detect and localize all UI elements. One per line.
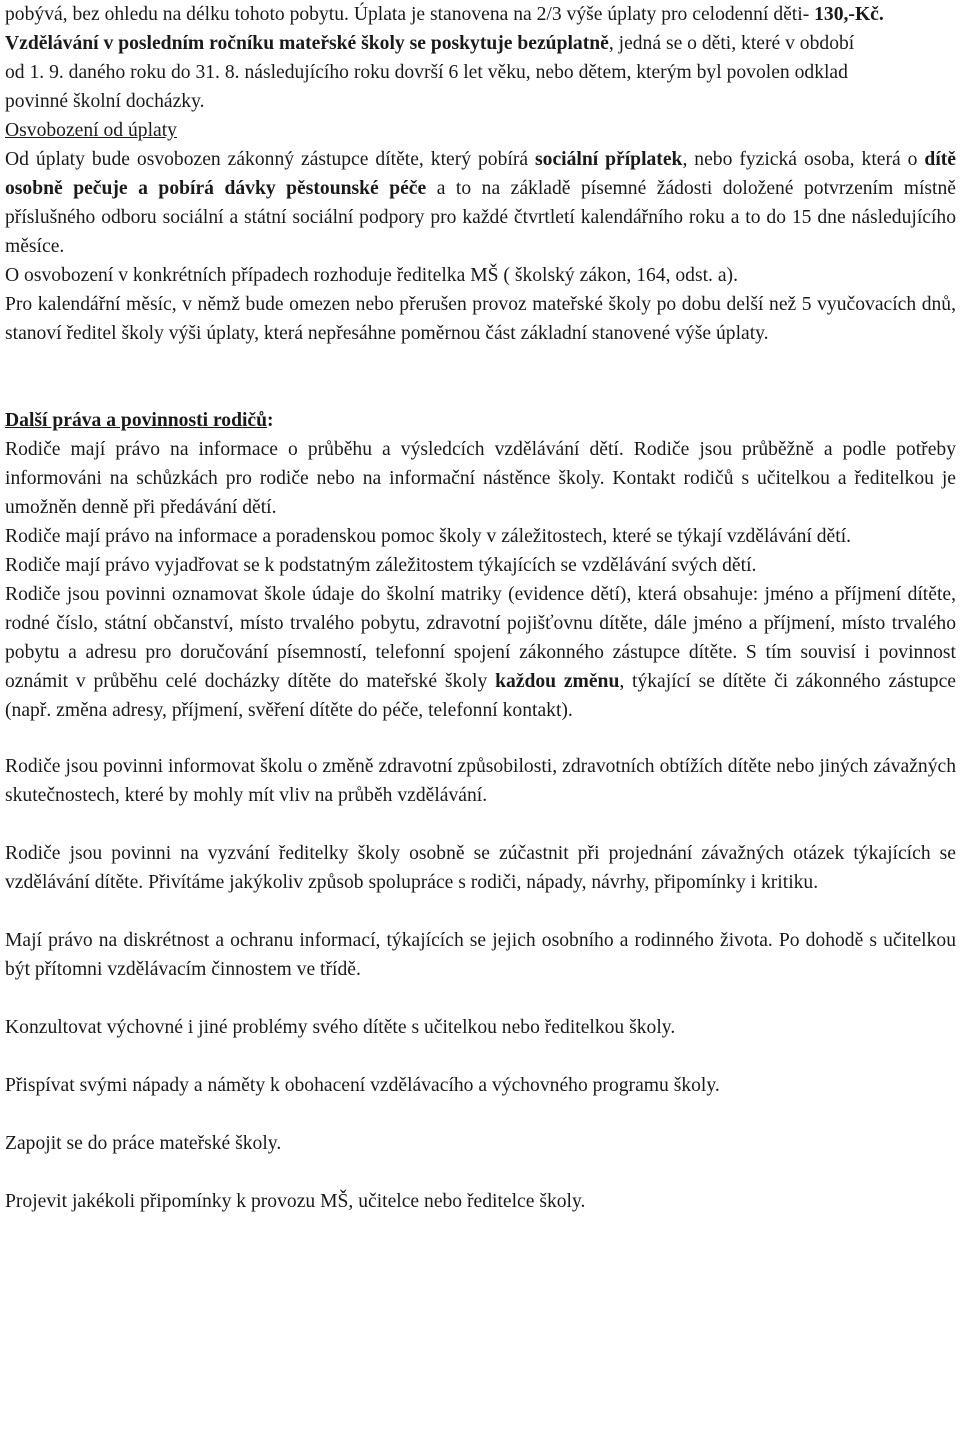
rights-heading-text: Další práva a povinnosti rodičů [5,410,268,431]
closure-paragraph: Pro kalendářní měsíc, v němž bude omezen nebo přerušen provoz mateřské školy po dobu delší než 5 vyučovacích dnů, stanoví ředitel školy výši úplaty, která nepřesáhne poměrnou část základní stanovené výše úplaty. [5,294,956,344]
rights-paragraph-10: Zapojit se do práce mateřské školy. [5,1133,282,1154]
rights-paragraph-7: Mají právo na diskrétnost a ochranu informací, týkajících se jejich osobního a rodinného života. Po dohodě s učitelkou být přítomni vzdělávacím činnostem ve třídě. [5,930,956,980]
exemption-text-2: , nebo fyzická osoba, která o [682,149,925,170]
rights-paragraph-9: Přispívat svými nápady a náměty k obohacení vzdělávacího a výchovného programu školy. [5,1075,720,1096]
exemption-text-1: Od úplaty bude osvobozen zákonný zástupce dítěte, který pobírá [5,149,536,170]
rights-heading [5,406,956,435]
fee-paragraph [5,0,956,29]
rights-paragraph-8: Konzultovat výchovné i jiné problémy svého dítěte s učitelkou nebo ředitelkou školy. [5,1017,676,1038]
spacer [5,348,956,406]
fee-text: pobývá, bez ohledu na délku tohoto pobytu. Úplata je stanovena na 2/3 výše úplaty pro celodenní děti- [5,4,815,25]
exemption-heading: Osvobození od úplaty [5,120,177,141]
rights-paragraph-5: Rodiče jsou povinni informovat školu o změně zdravotní způsobilosti, zdravotních obtížích dítěte nebo jiných závažných skutečnostech, které by mohly mít vliv na průběh vzdělávání. [5,756,956,806]
free-education-paragraph [5,29,956,116]
spacer [5,984,956,1013]
spacer [5,1158,956,1187]
rights-paragraph-1: Rodiče mají právo na informace o průběhu a výsledcích vzdělávání dětí. Rodiče jsou průběžně a podle potřeby informováni na schůzkách pro rodiče nebo na informační nástěnce školy. Kontakt rodičů s učitelkou a ředitelkou je umožněn denně při předávání dětí. [5,439,956,518]
rights-paragraph-11: Projevit jakékoli připomínky k provozu MŠ, učitelce nebo ředitelce školy. [5,1191,586,1212]
spacer [5,810,956,839]
exemption-bold-1: sociální příplatek [535,149,683,170]
spacer [5,1042,956,1071]
spacer [5,1100,956,1129]
rights-paragraph-4 [5,580,956,725]
fee-amount: 130,-Kč. [814,4,884,25]
rights-heading-colon: : [267,410,274,431]
matrix-text-1: Rodiče jsou povinni oznamovat škole údaje do školní matriky (evidence dětí), která obsahuje: jméno a příjmení dítěte, rodné číslo, státní občanství, místo trvalého pobytu, zdravotní pojišťovnu dítěte, dále jméno a příjmení, místo trvalého pobytu a adresu pro doručování písemností, telefonní spojení zákonného zástupce dítěte. S tím souvisí i povinnost oznámit v průběhu celé docházky dítěte do mateřské školy [5,584,956,692]
spacer [5,897,956,926]
rights-paragraph-2: Rodiče mají právo na informace a poradenskou pomoc školy v záležitostech, které se týkají vzdělávání dětí. [5,526,852,547]
rights-paragraph-6: Rodiče jsou povinni na vyzvání ředitelky školy osobně se zúčastnit při projednání závažných otázek týkajících se vzdělávání dítěte. Přivítáme jakýkoliv způsob spolupráce s rodiči, nápady, návrhy, připomínky i kritiku. [5,843,956,893]
exemption-paragraph [5,145,956,261]
free-education-bold: Vzdělávání v posledním ročníku mateřské školy se poskytuje bezúplatně [5,33,609,54]
matrix-text-2: , týkající se dítěte či zákonného zástupce (např. změna adresy, příjmení, svěření dítěte do péče, telefonní kontakt). [5,671,957,721]
exemption-text-3: a to na základě písemné žádosti doložené potvrzením místně příslušného odboru sociální a státní sociální podpory pro každé čtvrtletí kalendářního roku a to do 15 dne následujícího měsíce. [5,178,956,257]
free-education-text: , jedná se o děti, které v období od 1. 9. daného roku do 31. 8. následujícího roku dovrší 6 let věku, nebo dětem, kterým byl povolen odklad povinné školní docházky. [5,33,855,112]
decision-paragraph: O osvobození v konkrétních případech rozhoduje ředitelka MŠ ( školský zákon, 164, odst. a). [5,265,738,286]
exemption-bold-2: dítě osobně pečuje a pobírá dávky pěstounské péče [5,149,956,199]
rights-paragraph-3: Rodiče mají právo vyjadřovat se k podstatným záležitostem týkajících se vzdělávání svých dětí. [5,555,757,576]
matrix-bold: každou změnu [495,671,620,692]
spacer [5,725,956,752]
